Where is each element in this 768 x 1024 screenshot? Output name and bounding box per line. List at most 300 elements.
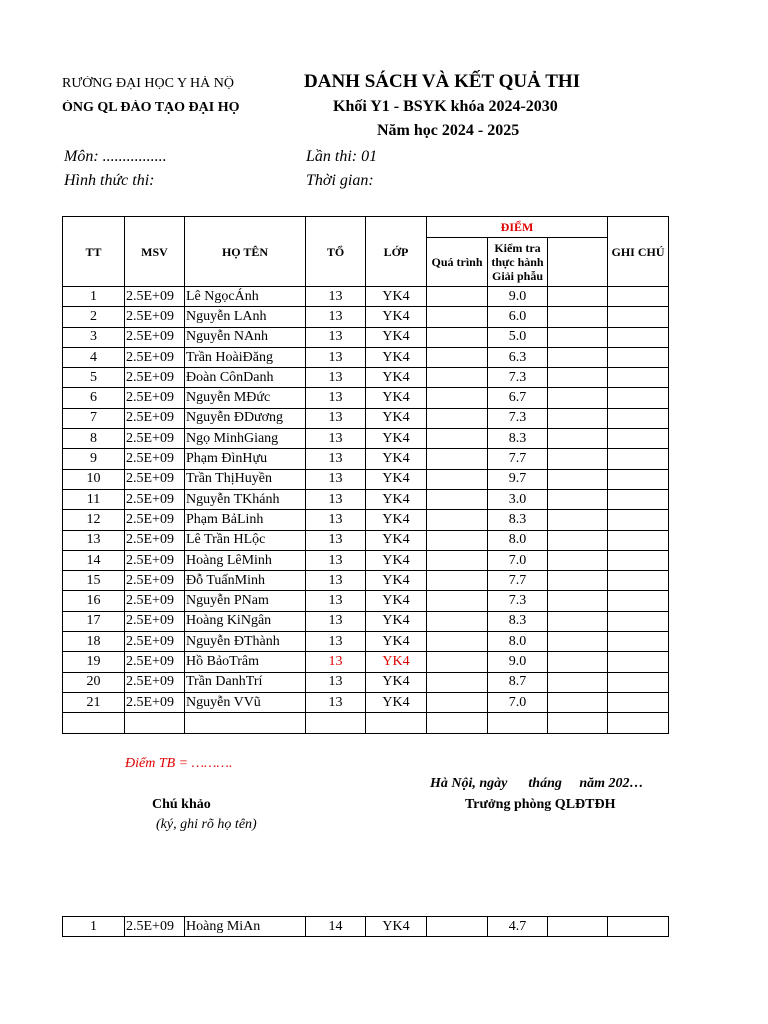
row-blank (548, 307, 608, 327)
row-class: YK4 (366, 408, 427, 428)
extra-last: Hoàng Mi (186, 918, 244, 934)
extra-note (608, 917, 669, 937)
header-process: Quá trình (427, 238, 488, 287)
row-first-name: Đăng (242, 349, 273, 365)
row-last-name: Trần Danh (186, 674, 246, 690)
row-name (185, 287, 306, 307)
table-row (63, 327, 669, 347)
row-msv: 2.5E+09 (125, 489, 185, 509)
row-process (427, 388, 488, 408)
row-msv: 2.5E+09 (125, 327, 185, 347)
row-last-name: Trần Thị (186, 471, 235, 487)
row-note (608, 307, 669, 327)
row-process (427, 327, 488, 347)
table-row (63, 368, 669, 388)
row-tt: 10 (63, 469, 125, 489)
header-blank (548, 238, 608, 287)
row-score: 7.3 (488, 368, 548, 388)
row-msv: 2.5E+09 (125, 347, 185, 367)
row-class: YK4 (366, 307, 427, 327)
row-msv: 2.5E+09 (125, 510, 185, 530)
row-blank (548, 510, 608, 530)
row-blank (548, 469, 608, 489)
row-last-name: Lê Ngọc (186, 288, 235, 304)
row-group: 13 (306, 530, 366, 550)
table-row (63, 388, 669, 408)
row-group: 13 (306, 368, 366, 388)
row-name (185, 611, 306, 631)
row-tt: 21 (63, 692, 125, 712)
row-first-name: Vũ (243, 694, 261, 710)
row-last-name: Đoàn Côn (186, 369, 244, 385)
row-group: 13 (306, 611, 366, 631)
extra-table (62, 916, 669, 937)
row-first-name: Danh (243, 369, 274, 385)
row-note (608, 408, 669, 428)
empty-cell (63, 713, 125, 733)
row-tt: 15 (63, 571, 125, 591)
row-last-name: Hoàng Lê (186, 552, 242, 568)
row-first-name: Linh (236, 511, 264, 527)
header-score: ĐIỂM (427, 217, 608, 238)
row-last-name: Đỗ Tuấn (186, 572, 235, 588)
row-blank (548, 327, 608, 347)
row-blank (548, 571, 608, 591)
header-practical-line2: thực hành (491, 255, 544, 269)
row-tt: 5 (63, 368, 125, 388)
row-class: YK4 (366, 611, 427, 631)
extra-name (185, 917, 306, 937)
examiner-title: Chú khảo (152, 797, 211, 812)
row-msv: 2.5E+09 (125, 429, 185, 449)
row-first-name: Trí (245, 674, 263, 690)
page-subtitle: Khối Y1 - BSYK khóa 2024-2030 (333, 98, 558, 115)
row-score: 9.0 (488, 652, 548, 672)
school-year: Năm học 2024 - 2025 (377, 122, 520, 139)
examiner-note: (ký, ghi rõ họ tên) (156, 817, 257, 832)
attempt-label: Lần thi: 01 (306, 148, 378, 165)
row-score: 8.3 (488, 429, 548, 449)
row-class: YK4 (366, 388, 427, 408)
row-note (608, 327, 669, 347)
row-first-name: Lộc (243, 532, 266, 548)
table-row (63, 672, 669, 692)
header-msv: MSV (125, 217, 185, 287)
row-process (427, 368, 488, 388)
row-blank (548, 347, 608, 367)
row-msv: 2.5E+09 (125, 692, 185, 712)
row-group: 13 (306, 571, 366, 591)
row-process (427, 591, 488, 611)
row-blank (548, 489, 608, 509)
row-name (185, 307, 306, 327)
row-msv: 2.5E+09 (125, 388, 185, 408)
row-first-name: Hựu (242, 451, 268, 467)
empty-cell (548, 713, 608, 733)
row-process (427, 672, 488, 692)
row-class: YK4 (366, 368, 427, 388)
row-msv: 2.5E+09 (125, 469, 185, 489)
empty-cell (185, 713, 306, 733)
row-blank (548, 672, 608, 692)
row-note (608, 368, 669, 388)
row-process (427, 632, 488, 652)
row-group: 13 (306, 327, 366, 347)
row-first-name: Thành (243, 633, 280, 649)
row-group: 13 (306, 307, 366, 327)
row-group: 13 (306, 652, 366, 672)
row-last-name: Nguyễn T (186, 491, 243, 507)
row-group: 13 (306, 287, 366, 307)
row-class: YK4 (366, 429, 427, 449)
row-note (608, 571, 669, 591)
row-msv: 2.5E+09 (125, 591, 185, 611)
extra-tt: 1 (63, 917, 125, 937)
row-class: YK4 (366, 692, 427, 712)
row-name (185, 347, 306, 367)
row-process (427, 307, 488, 327)
row-note (608, 469, 669, 489)
row-name (185, 388, 306, 408)
row-note (608, 347, 669, 367)
header-class: LỚP (366, 217, 427, 287)
row-msv: 2.5E+09 (125, 307, 185, 327)
empty-cell (366, 713, 427, 733)
row-last-name: Nguyễn V (186, 694, 244, 710)
row-last-name: Nguyễn Đ (186, 410, 244, 426)
header-name: HỌ TÊN (185, 217, 306, 287)
row-last-name: Hoàng Ki (186, 613, 241, 629)
row-blank (548, 611, 608, 631)
row-group: 13 (306, 489, 366, 509)
row-name (185, 652, 306, 672)
row-tt: 2 (63, 307, 125, 327)
row-last-name: Trần Hoài (186, 349, 243, 365)
table-row (63, 632, 669, 652)
header-practical-line1: Kiểm tra (494, 241, 541, 255)
extra-blank (548, 917, 608, 937)
row-first-name: Minh (241, 552, 272, 568)
row-tt: 18 (63, 632, 125, 652)
row-process (427, 347, 488, 367)
row-tt: 6 (63, 388, 125, 408)
subject-label: Môn: ................ (64, 148, 167, 165)
row-group: 13 (306, 591, 366, 611)
row-tt: 8 (63, 429, 125, 449)
row-score: 8.0 (488, 530, 548, 550)
row-note (608, 692, 669, 712)
row-note (608, 652, 669, 672)
row-score: 8.3 (488, 611, 548, 631)
row-process (427, 611, 488, 631)
row-name (185, 368, 306, 388)
row-last-name: Nguyễn Đ (186, 633, 244, 649)
row-tt: 3 (63, 327, 125, 347)
row-score: 7.0 (488, 550, 548, 570)
row-first-name: Khánh (242, 491, 280, 507)
row-class: YK4 (366, 327, 427, 347)
header-group: TỔ (306, 217, 366, 287)
row-name (185, 571, 306, 591)
row-score: 9.7 (488, 469, 548, 489)
row-score: 8.3 (488, 510, 548, 530)
empty-row (63, 713, 669, 733)
row-group: 13 (306, 429, 366, 449)
row-tt: 12 (63, 510, 125, 530)
row-last-name: Ngọ Minh (186, 430, 244, 446)
row-name (185, 489, 306, 509)
table-row (63, 469, 669, 489)
row-note (608, 591, 669, 611)
row-name (185, 632, 306, 652)
row-name (185, 429, 306, 449)
row-process (427, 489, 488, 509)
row-class: YK4 (366, 469, 427, 489)
row-score: 7.7 (488, 449, 548, 469)
row-msv: 2.5E+09 (125, 550, 185, 570)
row-name (185, 672, 306, 692)
row-blank (548, 591, 608, 611)
time-label: Thời gian: (306, 172, 374, 189)
table-row (63, 408, 669, 428)
row-last-name: Phạm Bả (186, 511, 237, 527)
row-group: 13 (306, 469, 366, 489)
row-tt: 9 (63, 449, 125, 469)
empty-cell (306, 713, 366, 733)
row-last-name: Nguyễn P (186, 593, 242, 609)
row-note (608, 632, 669, 652)
row-first-name: Giang (243, 430, 279, 446)
row-process (427, 408, 488, 428)
empty-cell (608, 713, 669, 733)
row-process (427, 469, 488, 489)
row-name (185, 591, 306, 611)
row-first-name: Ngân (240, 613, 272, 629)
header-tt: TT (63, 217, 125, 287)
row-blank (548, 652, 608, 672)
row-msv: 2.5E+09 (125, 571, 185, 591)
row-tt: 4 (63, 347, 125, 367)
row-group: 13 (306, 408, 366, 428)
table-row (63, 530, 669, 550)
row-tt: 17 (63, 611, 125, 631)
row-score: 7.7 (488, 571, 548, 591)
row-first-name: Anh (242, 308, 267, 324)
row-class: YK4 (366, 672, 427, 692)
row-process (427, 550, 488, 570)
average-score: Điểm TB = ………. (125, 756, 233, 771)
row-blank (548, 530, 608, 550)
table-row (63, 550, 669, 570)
table-row (63, 429, 669, 449)
row-score: 3.0 (488, 489, 548, 509)
row-process (427, 530, 488, 550)
table-row (63, 571, 669, 591)
row-group: 13 (306, 510, 366, 530)
row-class: YK4 (366, 347, 427, 367)
empty-cell (125, 713, 185, 733)
header-practical-line3: Giải phẫu (491, 269, 544, 283)
row-blank (548, 368, 608, 388)
row-last-name: Nguyễn M (186, 390, 247, 406)
row-note (608, 611, 669, 631)
row-tt: 20 (63, 672, 125, 692)
page-title: DANH SÁCH VÀ KẾT QUẢ THI (304, 71, 581, 92)
row-score: 6.7 (488, 388, 548, 408)
extra-row (63, 917, 669, 937)
row-class: YK4 (366, 489, 427, 509)
row-tt: 1 (63, 287, 125, 307)
row-last-name: Hồ Bảo (186, 653, 230, 669)
extra-process (427, 917, 488, 937)
row-note (608, 510, 669, 530)
head-title: Trưởng phòng QLĐTĐH (465, 797, 616, 812)
row-name (185, 510, 306, 530)
row-blank (548, 692, 608, 712)
row-score: 9.0 (488, 287, 548, 307)
row-first-name: Nam (241, 593, 269, 609)
row-name (185, 550, 306, 570)
row-process (427, 652, 488, 672)
empty-cell (427, 713, 488, 733)
row-score: 6.3 (488, 347, 548, 367)
row-blank (548, 429, 608, 449)
row-name (185, 692, 306, 712)
row-msv: 2.5E+09 (125, 672, 185, 692)
header-note: GHI CHÚ (608, 217, 669, 287)
row-note (608, 287, 669, 307)
extra-class: YK4 (366, 917, 427, 937)
row-group: 13 (306, 672, 366, 692)
row-msv: 2.5E+09 (125, 368, 185, 388)
row-class: YK4 (366, 510, 427, 530)
table-row (63, 449, 669, 469)
row-blank (548, 449, 608, 469)
row-process (427, 287, 488, 307)
row-tt: 13 (63, 530, 125, 550)
row-note (608, 550, 669, 570)
row-note (608, 388, 669, 408)
row-blank (548, 287, 608, 307)
row-name (185, 408, 306, 428)
row-group: 13 (306, 449, 366, 469)
empty-cell (488, 713, 548, 733)
row-blank (548, 550, 608, 570)
row-process (427, 571, 488, 591)
row-process (427, 510, 488, 530)
row-process (427, 692, 488, 712)
row-group: 13 (306, 347, 366, 367)
row-note (608, 489, 669, 509)
row-msv: 2.5E+09 (125, 632, 185, 652)
row-note (608, 530, 669, 550)
row-process (427, 449, 488, 469)
row-group: 13 (306, 550, 366, 570)
row-score: 7.3 (488, 408, 548, 428)
row-msv: 2.5E+09 (125, 611, 185, 631)
row-name (185, 327, 306, 347)
row-last-name: Nguyễn N (186, 329, 244, 345)
table-row (63, 307, 669, 327)
row-tt: 14 (63, 550, 125, 570)
header-practical (488, 238, 548, 287)
row-note (608, 672, 669, 692)
row-class: YK4 (366, 550, 427, 570)
row-class: YK4 (366, 652, 427, 672)
row-class: YK4 (366, 632, 427, 652)
row-msv: 2.5E+09 (125, 449, 185, 469)
row-score: 7.3 (488, 591, 548, 611)
table-row (63, 652, 669, 672)
extra-score: 4.7 (488, 917, 548, 937)
school-name: RƯỜNG ĐẠI HỌC Y HÀ NỘ (62, 76, 234, 91)
row-first-name: Đức (246, 390, 271, 406)
row-msv: 2.5E+09 (125, 287, 185, 307)
row-class: YK4 (366, 287, 427, 307)
row-first-name: Dương (243, 410, 284, 426)
row-score: 5.0 (488, 327, 548, 347)
table-row (63, 489, 669, 509)
row-group: 13 (306, 388, 366, 408)
table-row (63, 287, 669, 307)
row-class: YK4 (366, 449, 427, 469)
row-first-name: Trâm (229, 653, 259, 669)
row-class: YK4 (366, 591, 427, 611)
row-msv: 2.5E+09 (125, 652, 185, 672)
row-blank (548, 632, 608, 652)
row-class: YK4 (366, 530, 427, 550)
row-note (608, 449, 669, 469)
table-row (63, 692, 669, 712)
row-blank (548, 408, 608, 428)
row-name (185, 469, 306, 489)
row-first-name: Anh (243, 329, 269, 345)
row-process (427, 429, 488, 449)
extra-group: 14 (306, 917, 366, 937)
row-last-name: Lê Trần H (186, 532, 244, 548)
row-tt: 11 (63, 489, 125, 509)
extra-first: An (243, 918, 261, 934)
row-first-name: Ánh (234, 288, 259, 304)
office-name: ÒNG QL ĐÀO TẠO ĐẠI HỌ (62, 100, 240, 115)
row-first-name: Huyền (234, 471, 272, 487)
row-name (185, 530, 306, 550)
table-row (63, 611, 669, 631)
row-score: 6.0 (488, 307, 548, 327)
row-first-name: Minh (234, 572, 265, 588)
row-msv: 2.5E+09 (125, 408, 185, 428)
table-row (63, 591, 669, 611)
row-class: YK4 (366, 571, 427, 591)
row-group: 13 (306, 632, 366, 652)
row-last-name: Phạm Đìn (186, 451, 243, 467)
row-note (608, 429, 669, 449)
row-score: 8.0 (488, 632, 548, 652)
results-table (62, 216, 669, 734)
row-score: 7.0 (488, 692, 548, 712)
table-row (63, 347, 669, 367)
row-score: 8.7 (488, 672, 548, 692)
exam-type-label: Hình thức thi: (64, 172, 155, 189)
row-tt: 16 (63, 591, 125, 611)
extra-msv: 2.5E+09 (125, 917, 185, 937)
row-name (185, 449, 306, 469)
row-last-name: Nguyễn L (186, 308, 243, 324)
row-msv: 2.5E+09 (125, 530, 185, 550)
place-date: Hà Nội, ngày tháng năm 202… (430, 776, 644, 791)
table-row (63, 510, 669, 530)
row-group: 13 (306, 692, 366, 712)
